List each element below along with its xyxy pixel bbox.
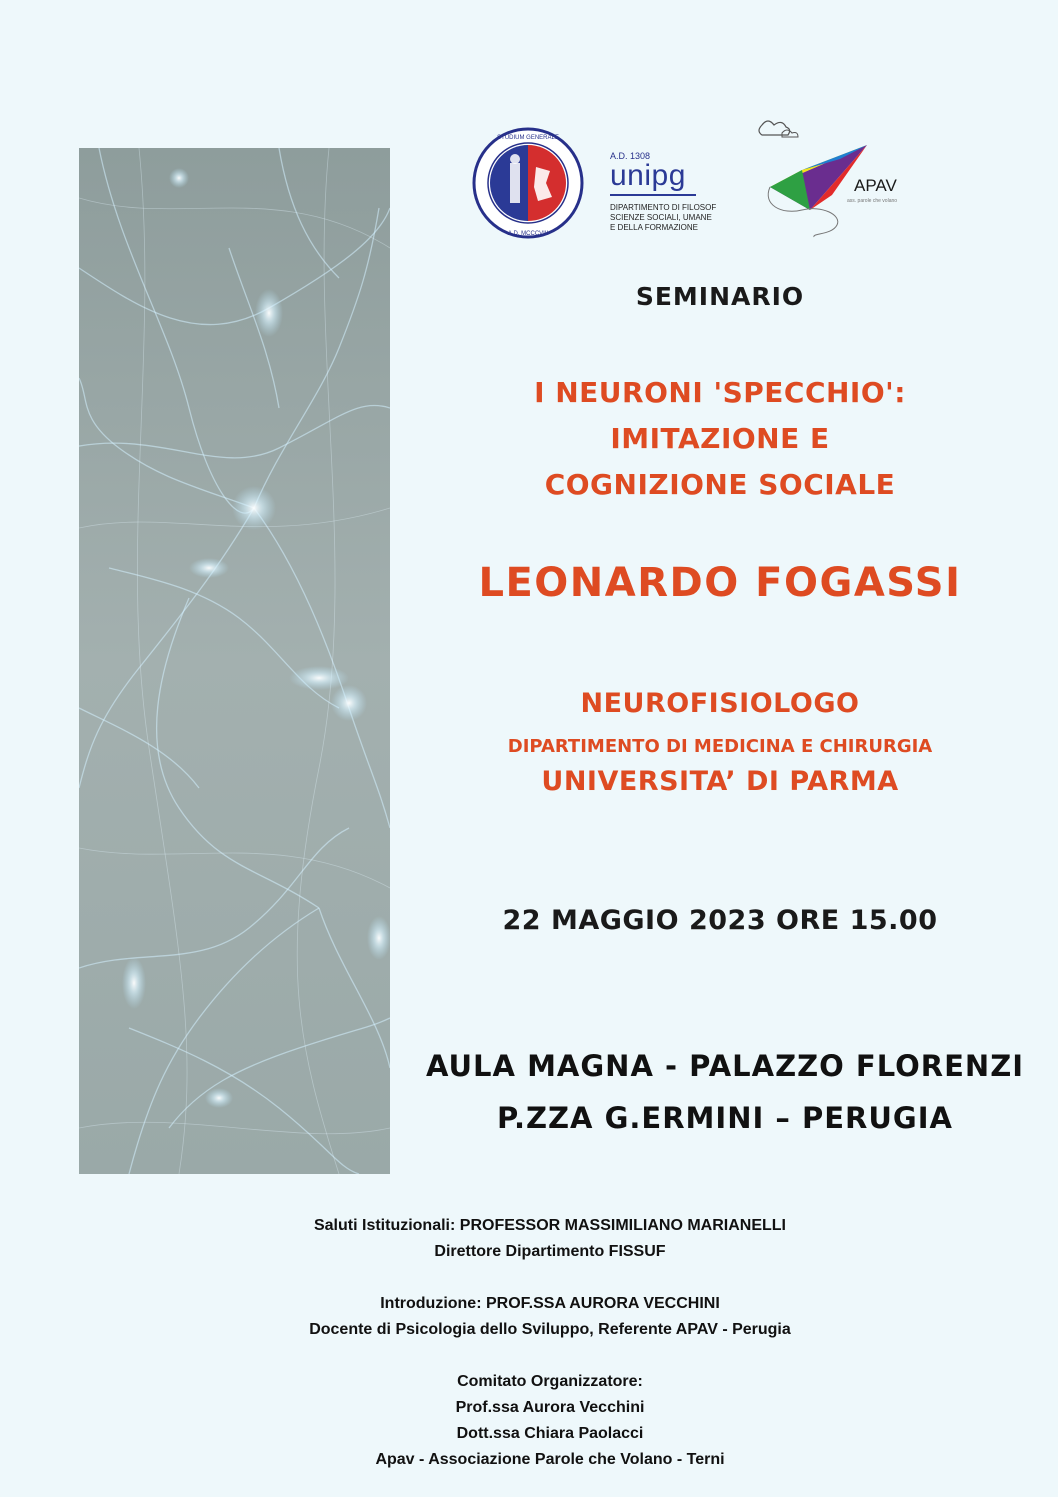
university-seal-logo (472, 127, 584, 239)
unipg-underline (610, 194, 696, 196)
unipg-dept-line-1: DIPARTIMENTO DI FILOSOF (610, 203, 717, 212)
spacer (200, 1265, 900, 1291)
neuron-image (79, 148, 390, 1174)
apav-kite-logo (742, 115, 942, 245)
svg-text:STUDIUM GENERALE: STUDIUM GENERALE (497, 135, 559, 141)
event-title (400, 370, 1040, 508)
apav-tagline: ass. parole che volano (847, 198, 898, 204)
event-place (420, 1040, 1030, 1144)
unipg-dept-line-3: E DELLA FORMAZIONE (610, 223, 699, 232)
comitato-member: Dott.ssa Chiara Paolacci (456, 1425, 644, 1442)
title-line-1: I NEURONI 'SPECCHIO': (534, 376, 906, 409)
spacer (200, 1343, 900, 1369)
title-line-3: COGNIZIONE SOCIALE (544, 468, 896, 501)
speaker-role: NEUROFISIOLOGO (580, 688, 860, 719)
intro-role: Docente di Psicologia dello Sviluppo, Referente APAV - Perugia (309, 1321, 791, 1338)
place-line-1: AULA MAGNA - PALAZZO FLORENZI (425, 1049, 1025, 1083)
intro-line: Introduzione: PROF.SSA AURORA VECCHINI (380, 1295, 720, 1312)
comitato-heading: Comitato Organizzatore: (457, 1373, 643, 1390)
speaker-university: UNIVERSITA’ DI PARMA (541, 766, 899, 797)
unipg-logo (610, 151, 750, 241)
saluti-line: Saluti Istituzionali: PROFESSOR MASSIMILIANO MARIANELLI (313, 1217, 786, 1234)
unipg-dept-line-2: SCIENZE SOCIALI, UMANE (610, 213, 712, 222)
title-line-2: IMITAZIONE E (610, 422, 830, 455)
credits-block (200, 1213, 900, 1473)
speaker-name: LEONARDO FOGASSI (478, 560, 962, 606)
event-kind: SEMINARIO (635, 282, 805, 311)
speaker-department: DIPARTIMENTO DI MEDICINA E CHIRURGIA (507, 736, 933, 757)
apav-name: APAV (854, 176, 897, 195)
unipg-wordmark: unipg (610, 159, 686, 192)
comitato-member: Prof.ssa Aurora Vecchini (455, 1399, 645, 1416)
comitato-member: Apav - Associazione Parole che Volano - Terni (375, 1451, 725, 1468)
unipg-year: A.D. 1308 (610, 151, 651, 161)
logos-row (470, 115, 940, 245)
svg-text:A.D. MCCCVIII: A.D. MCCCVIII (507, 231, 549, 237)
saluti-role: Direttore Dipartimento FISSUF (434, 1243, 666, 1260)
place-line-2: P.ZZA G.ERMINI – PERUGIA (497, 1101, 953, 1135)
event-datetime: 22 MAGGIO 2023 ORE 15.00 (502, 905, 938, 936)
